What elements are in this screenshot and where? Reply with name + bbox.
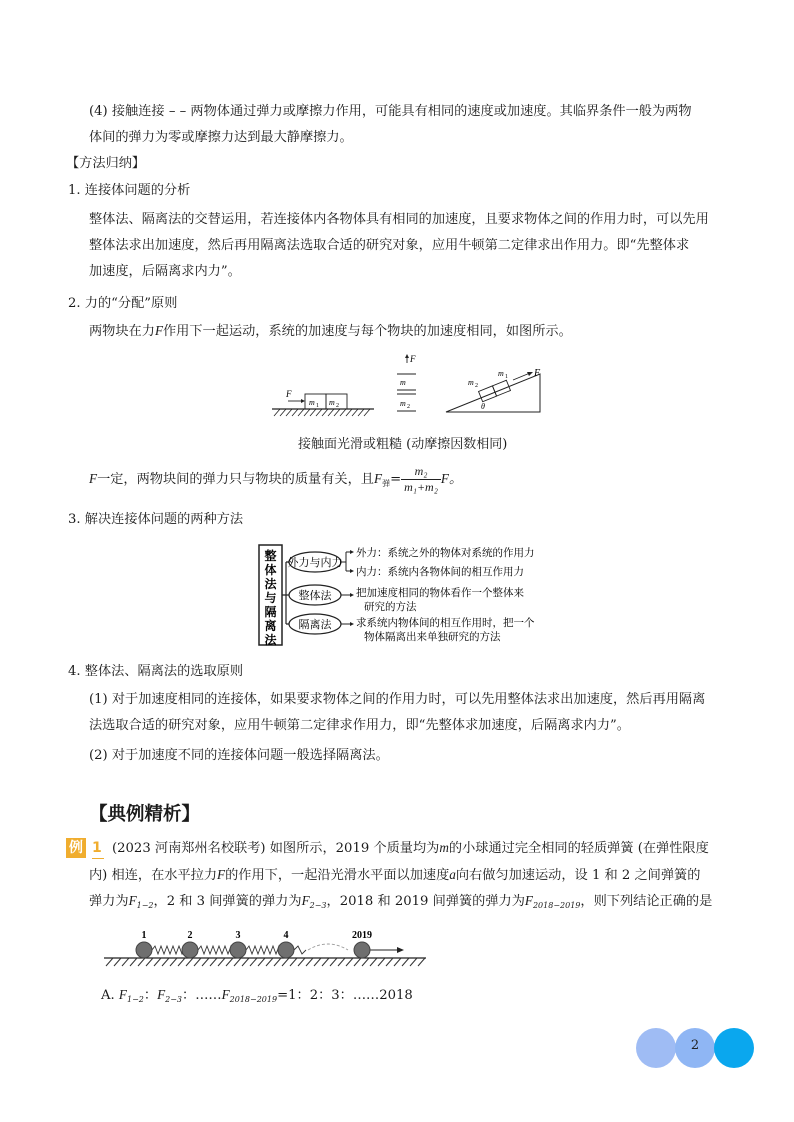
option-a-label: A. (101, 988, 119, 1003)
section-2-text-a: 两物块在力 (89, 324, 155, 339)
formula-F: F (374, 471, 383, 486)
ball-label-2019: 2019 (352, 930, 372, 941)
fig1-m2-sub: 2 (336, 403, 339, 409)
fig1-m1-sub: 1 (316, 403, 319, 409)
acceleration-symbol: a (449, 867, 456, 882)
formula-text: 一定，两物块间的弹力只与物块的质量有关，且 (97, 472, 374, 487)
side-label-char-6: 离 (264, 619, 277, 633)
side-label-char-7: 法 (264, 633, 277, 647)
ball-label-2: 2 (187, 930, 193, 941)
section-1-line1: 整体法、隔离法的交替运用，若连接体内各物体具有相同的加速度，且要求物体之间的作用力时，可以先用 (89, 212, 709, 227)
section-1-line2: 整体法求出加速度，然后再用隔离法选取合适的研究对象，应用牛顿第二定律求出作用力。即“先整体求 (89, 238, 690, 253)
section-4-line1: (1) 对于加速度相同的连接体，如果要求物体之间的作用力时，可以先用整体法求出加速度，然后再用隔离 (89, 692, 706, 707)
force-symbol: F (154, 323, 163, 338)
section-2-title: 2. 力的“分配”原则 (68, 296, 178, 311)
option-a-colon1: ： (143, 988, 158, 1003)
fig1-m2-label: m (329, 398, 335, 407)
section-4-line2: 法选取合适的研究对象，应用牛顿第二定律求作用力，即“先整体求加速度，后隔离求内力”。 (89, 718, 630, 733)
formula-fraction (401, 464, 441, 495)
example-line2 (89, 865, 744, 886)
example-line2-c: 向右做匀加速运动，设 1 和 2 之间弹簧的 (455, 868, 701, 883)
blocks-figure (268, 352, 558, 422)
fig1-incline-m1: m (498, 369, 504, 378)
page-circle-right (714, 1028, 754, 1068)
section-2-line1 (89, 321, 744, 342)
fig1-vertical-force: F (410, 354, 416, 364)
force-F12-sub: 1−2 (136, 901, 154, 910)
example-line3 (89, 891, 744, 916)
mass-symbol: m (439, 840, 449, 855)
fig1-vertical-m2-sub: 2 (407, 404, 410, 410)
ball-label-4: 4 (283, 930, 289, 941)
fraction-numerator: m₂ (401, 464, 441, 480)
fig1-incline-force: F (534, 368, 541, 379)
option-a-s2: 2−3 (165, 995, 183, 1004)
isolation-desc-1: 求系统内物体间的相互作用时，把一个 (356, 618, 535, 629)
section-3-title: 3. 解决连接体问题的两种方法 (68, 512, 244, 527)
formula-F-prefix: F (89, 471, 98, 486)
example-line3-a: 弹力为 (89, 894, 129, 909)
fig1-incline-m2: m (468, 378, 474, 387)
side-label (264, 548, 277, 647)
paragraph-4-line2: 体间的弹力为零或摩擦力达到最大静摩擦力。 (89, 130, 353, 145)
forces-internal: 内力：系统内各物体间的相互作用力 (356, 567, 524, 578)
forces-external: 外力：系统之外的物体对系统的作用力 (356, 548, 535, 559)
side-label-char-5: 隔 (264, 605, 277, 619)
fig1-theta: θ (481, 402, 485, 411)
formula-equals: = (390, 472, 402, 487)
fig1-caption: 接触面光滑或粗糙 (动摩擦因数相同) (298, 437, 508, 452)
section-1-title: 1. 连接体问题的分析 (68, 183, 191, 198)
paragraph-4-line1: (4) 接触连接 – – 两物体通过弹力或摩擦力作用，可能具有相同的速度或加速度。其临界条件一般为两物 (89, 104, 692, 119)
formula-F-sub: 弹 (382, 479, 391, 488)
side-label-char-1: 整 (264, 549, 277, 563)
example-line3-b: ，2 和 3 间弹簧的弹力为 (153, 894, 302, 909)
section-1-line3: 加速度，后隔离求内力”。 (89, 264, 241, 279)
example-line2-b: 的作用下，一起沿光滑水平面以加速度 (225, 868, 450, 883)
example-badge: 例 (66, 838, 86, 858)
node-forces: 外力与内力 (287, 557, 343, 569)
page-number: 2 (690, 1038, 700, 1053)
fraction-denominator: m₁+m₂ (404, 480, 438, 494)
example-line1 (112, 838, 742, 859)
example-line2-a: 内) 相连，在水平拉力 (89, 868, 218, 883)
springs-figure (104, 926, 430, 970)
node-isolation-method: 隔离法 (298, 619, 332, 631)
example-line3-c: ，2018 和 2019 间弹簧的弹力为 (326, 894, 525, 909)
whole-desc-1: 把加速度相同的物体看作一个整体来 (356, 588, 524, 599)
fig1-incline-m2-sub: 2 (475, 383, 478, 389)
method-heading: 【方法归纳】 (66, 156, 146, 171)
option-a-s3: 2018−2019 (229, 995, 278, 1004)
option-a-F1: F (118, 987, 127, 1002)
isolation-desc-2: 物体隔离出来单独研究的方法 (364, 632, 501, 643)
methods-diagram (254, 540, 574, 652)
force-F20182019-sub: 2018−2019 (532, 901, 581, 910)
formula-end: F。 (440, 471, 463, 486)
fig1-m1-label: m (309, 398, 315, 407)
example-line3-d: ，则下列结论正确的是 (580, 894, 713, 909)
option-a (101, 985, 756, 1010)
page-number-badge (636, 1028, 754, 1068)
section-4-title: 4. 整体法、隔离法的选取原则 (68, 664, 244, 679)
page-circle-left (636, 1028, 676, 1068)
fig1-force-label: F (286, 389, 292, 399)
page-circle-mid (675, 1028, 715, 1068)
option-a-s1: 1−2 (126, 995, 144, 1004)
example-force-symbol: F (217, 867, 226, 882)
side-label-char-4: 与 (264, 591, 277, 605)
node-whole-method: 整体法 (298, 590, 332, 602)
ball-label-1: 1 (141, 930, 147, 941)
section-2-text-b: 作用下一起运动，系统的加速度与每个物块的加速度相同，如图所示。 (163, 324, 572, 339)
force-F12: F (128, 893, 137, 908)
side-label-char-2: 体 (264, 563, 277, 577)
section-2-formula (89, 462, 744, 496)
ball-label-3: 3 (235, 930, 241, 941)
fig1-vertical-m: m (400, 378, 406, 387)
force-F23-sub: 2−3 (309, 901, 327, 910)
force-F23: F (301, 893, 310, 908)
example-line1-a: (2023 河南郑州名校联考) 如图所示，2019 个质量均为 (112, 841, 440, 856)
option-a-colon2: ：…… (182, 988, 222, 1003)
option-a-F3: F (221, 987, 230, 1002)
fig1-vertical-m2: m (400, 399, 406, 408)
examples-heading: 【典例精析】 (89, 804, 201, 825)
force-F20182019: F (524, 893, 533, 908)
fig1-incline-m1-sub: 1 (505, 374, 508, 380)
example-line1-b: 的小球通过完全相同的轻质弹簧 (在弹性限度 (448, 841, 709, 856)
example-number: 1 (92, 838, 104, 859)
section-4-line3: (2) 对于加速度不同的连接体问题一般选择隔离法。 (89, 748, 389, 763)
option-a-ratio: =1：2：3：……2018 (277, 988, 413, 1003)
option-a-F2: F (157, 987, 166, 1002)
side-label-char-3: 法 (264, 577, 277, 591)
whole-desc-2: 研究的方法 (364, 602, 417, 613)
